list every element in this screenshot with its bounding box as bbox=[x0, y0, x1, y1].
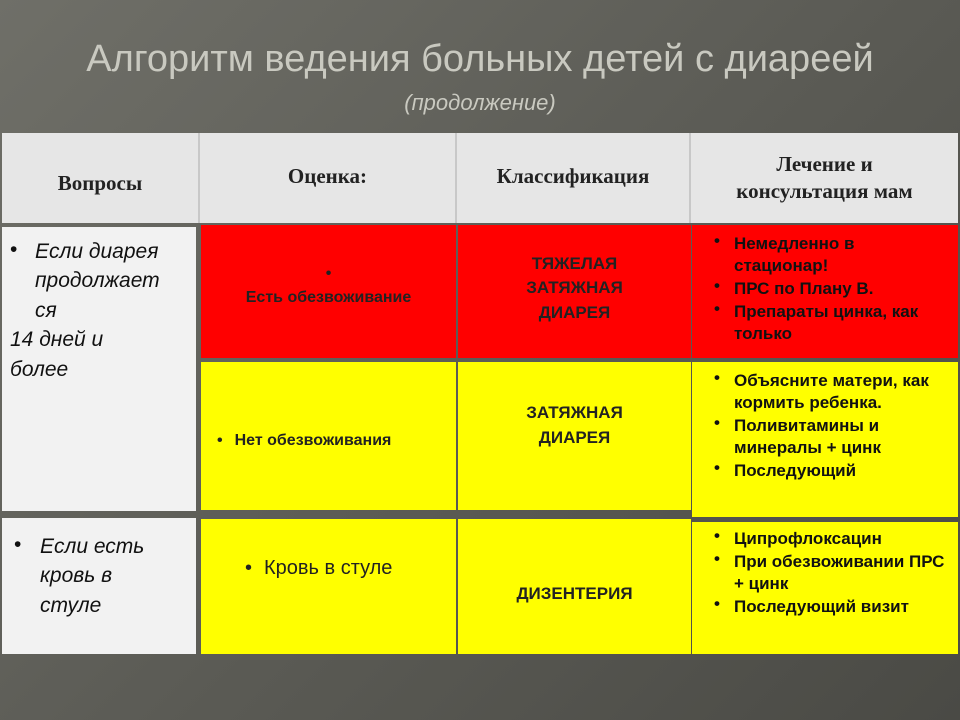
row2-treatment-item: • Объясните матери, как кормить ребенка. bbox=[734, 370, 952, 414]
header-treatment-line1: Лечение и bbox=[776, 151, 873, 176]
header-treatment-line2: консультация мам bbox=[736, 179, 913, 203]
row2-classification-text: ЗАТЯЖНАЯ ДИАРЕЯ bbox=[526, 403, 623, 447]
question1-line4: 14 дней и bbox=[10, 328, 104, 352]
header-classification-label: Классификация bbox=[496, 164, 650, 188]
row1-assessment-bullet: • bbox=[325, 265, 332, 283]
row1-classification-text: ТЯЖЕЛАЯ ЗАТЯЖНАЯ ДИАРЕЯ bbox=[526, 253, 623, 322]
row1-treatment-item: • ПРС по Плану В. bbox=[734, 278, 952, 300]
row3-treatment-item: • Последующий визит bbox=[734, 596, 952, 618]
row2-treatment-item: • Поливитамины и минералы + цинк bbox=[734, 415, 952, 459]
question2-line1: Если есть bbox=[40, 535, 145, 558]
row3-assessment-bullet: • bbox=[245, 557, 253, 579]
question-prolonged-diarrhea bbox=[2, 227, 196, 511]
row3-treatment bbox=[692, 522, 958, 654]
row2-treatment-item: • Последующий bbox=[734, 460, 952, 482]
header-assessment bbox=[200, 133, 457, 223]
row2-assessment-bullet: • bbox=[217, 432, 223, 449]
header-questions-label: Вопросы bbox=[57, 171, 143, 196]
row2-treatment bbox=[692, 362, 958, 517]
row1-treatment bbox=[692, 225, 958, 358]
header-questions bbox=[2, 133, 200, 223]
header-assessment-label: Оценка: bbox=[287, 164, 368, 188]
row3-classification-text: ДИЗЕНТЕРИЯ bbox=[516, 584, 633, 604]
row1-treatment-item: • Препараты цинка, как только bbox=[734, 301, 952, 345]
row1-treatment-list bbox=[710, 233, 952, 345]
slide-title: Алгоритм ведения больных детей с диареей bbox=[86, 38, 874, 80]
question1-bullet: • bbox=[10, 238, 18, 261]
row2-classification bbox=[458, 362, 691, 510]
row3-assessment-text: Кровь в стуле bbox=[264, 557, 393, 579]
question-blood-in-stool bbox=[2, 518, 196, 654]
row1-treatment-item: • Немедленно в стационар! bbox=[734, 233, 952, 277]
question2-bullet: • bbox=[14, 533, 22, 556]
row3-assessment bbox=[201, 519, 456, 654]
question1-line1: Если диарея bbox=[35, 240, 159, 263]
row2-assessment bbox=[201, 362, 456, 510]
row3-treatment-item: • При обезвоживании ПРС + цинк bbox=[734, 551, 952, 595]
row2-treatment-list bbox=[710, 370, 952, 482]
row1-classification bbox=[458, 225, 691, 358]
question2-line2: кровь в bbox=[40, 564, 113, 588]
question1-line3: ся bbox=[35, 298, 57, 322]
question2-line3: стуле bbox=[40, 593, 102, 617]
question1-line5: более bbox=[10, 357, 69, 381]
row3-treatment-list bbox=[710, 528, 952, 618]
row1-assessment bbox=[201, 225, 456, 358]
slide-subtitle: (продолжение) bbox=[404, 90, 556, 115]
row3-classification bbox=[458, 519, 691, 654]
question1-line2: продолжает bbox=[35, 269, 160, 293]
row2-assessment-text: Нет обезвоживания bbox=[234, 432, 392, 449]
row3-treatment-item: • Ципрофлоксацин bbox=[734, 528, 952, 550]
header-classification bbox=[457, 133, 691, 223]
header-treatment bbox=[691, 133, 958, 223]
row1-assessment-text: Есть обезвоживание bbox=[245, 288, 412, 306]
